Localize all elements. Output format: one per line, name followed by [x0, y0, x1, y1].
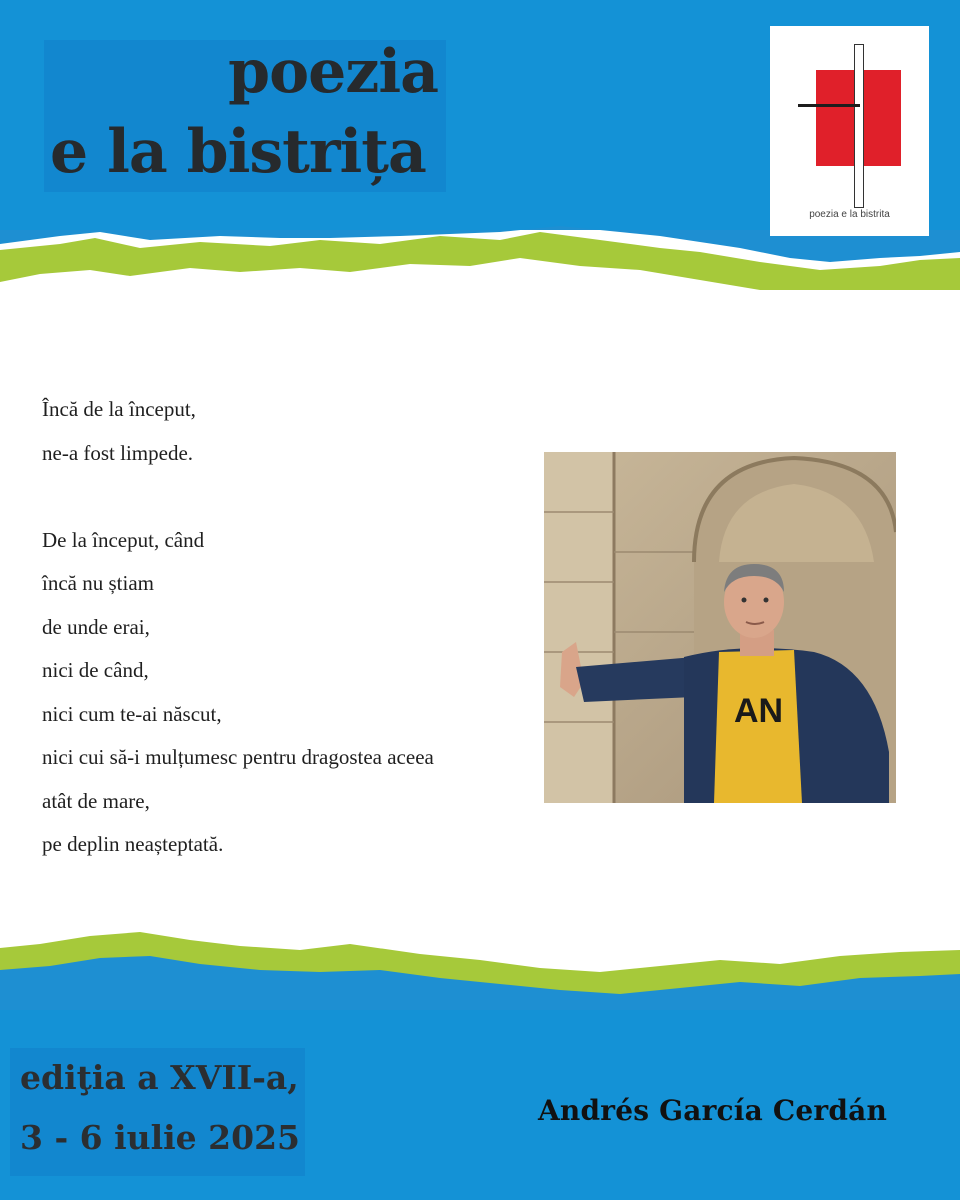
poem-line: ne-a fost limpede. [42, 440, 194, 465]
poem-line: atât de mare, [42, 788, 150, 813]
hoodie-print: AN [734, 692, 784, 730]
festival-dates: 3 - 6 iulie 2025 [20, 1118, 301, 1157]
author-name: Andrés García Cerdán [538, 1094, 888, 1127]
poem-line: nici cui să-i mulțumesc pentru dragostea aceea [42, 745, 434, 769]
title-line-poezia: poezia [228, 37, 438, 107]
edition-block [10, 1048, 305, 1176]
poem-text [42, 388, 532, 867]
festival-logo [770, 26, 929, 236]
poem-line: de unde erai, [42, 614, 150, 639]
title-block [44, 37, 446, 192]
poem-line: nici cum te-ai născut, [42, 701, 222, 726]
logo-black-crossbar [798, 104, 860, 107]
author-photo [544, 452, 896, 803]
edition-number: ediţia a XVII-a, [20, 1058, 299, 1097]
poem-line: Încă de la început, [42, 397, 196, 421]
poem-line: încă nu știam [42, 571, 154, 595]
poem-line: De la început, când [42, 527, 205, 552]
logo-caption: poezia e la bistrita [809, 209, 890, 220]
stanza-break [42, 475, 532, 519]
poem-line: pe deplin neașteptată. [42, 832, 224, 856]
logo-white-bar [854, 44, 864, 208]
poem-line: nici de când, [42, 658, 149, 682]
title-line-e-la-bistrita: e la bistrița [50, 117, 426, 187]
